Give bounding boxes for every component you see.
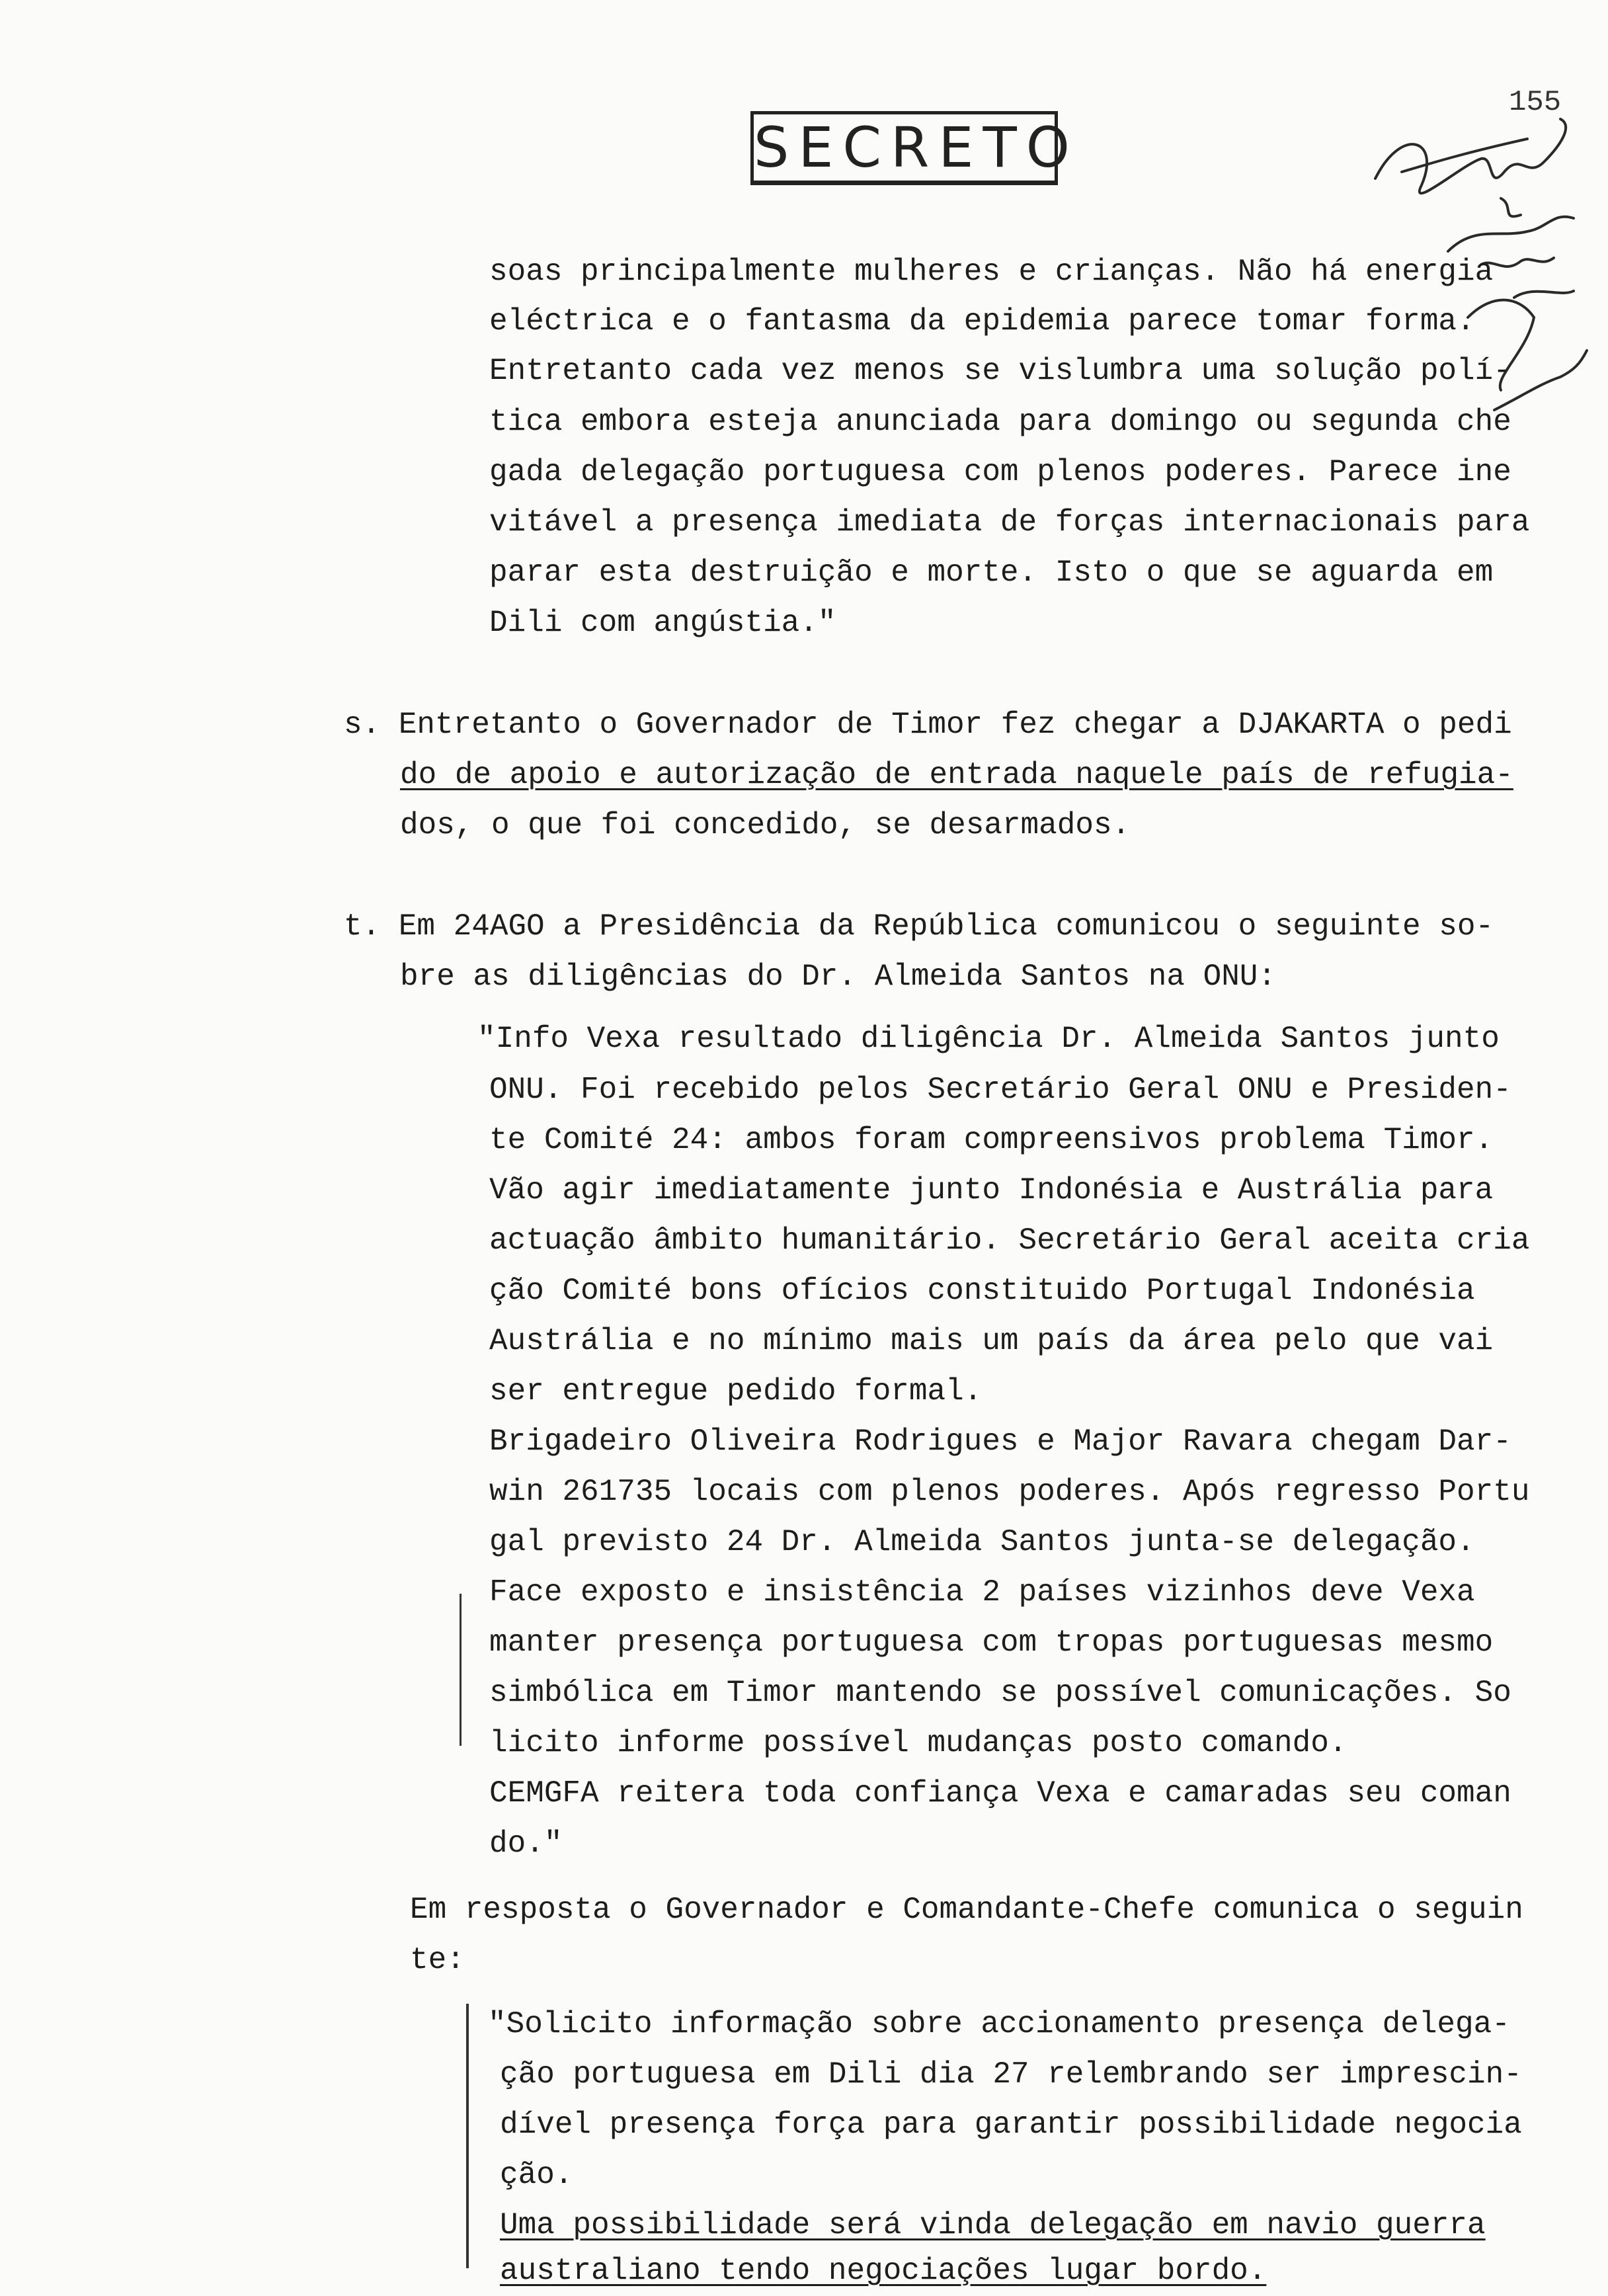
item-s-line: s. Entretanto o Governador de Timor fez chegar a DJAKARTA o pedi	[344, 708, 1512, 742]
continuation-line: vitável a presença imediata de forças internacionais para	[489, 505, 1530, 540]
quote-2-line: "Solicito informação sobre accionamento presença delega-	[488, 2007, 1510, 2041]
continuation-line: soas principalmente mulheres e crianças. Não há energia	[489, 255, 1494, 289]
quote-1-line: do."	[489, 1826, 563, 1861]
quote-1-line: "Info Vexa resultado diligência Dr. Almeida Santos junto	[477, 1022, 1500, 1056]
response-line: Em resposta o Governador e Comandante-Chefe comunica o seguin	[410, 1893, 1523, 1927]
item-t-line: t. Em 24AGO a Presidência da República comunicou o seguinte so-	[344, 909, 1494, 944]
item-t-line: bre as diligências do Dr. Almeida Santos na ONU:	[400, 960, 1277, 994]
response-line: te:	[410, 1943, 465, 1977]
quote-1-line: ção Comité bons ofícios constituido Portugal Indonésia	[489, 1274, 1475, 1308]
quote-1-line: Face exposto e insistência 2 países vizinhos deve Vexa	[489, 1575, 1475, 1610]
quote-1-line: manter presença portuguesa com tropas portuguesas mesmo	[489, 1625, 1494, 1660]
quote-1-line: Vão agir imediatamente junto Indonésia e Austrália para	[489, 1173, 1494, 1208]
quote-1-line: gal previsto 24 Dr. Almeida Santos junta-se delegação.	[489, 1525, 1475, 1559]
margin-mark	[460, 1594, 462, 1746]
quote-2-line: ção.	[500, 2158, 573, 2192]
continuation-line: tica embora esteja anunciada para domingo ou segunda che	[489, 405, 1511, 439]
item-s-line: do de apoio e autorização de entrada naquele país de refugia-	[400, 758, 1513, 792]
quote-1-line: ONU. Foi recebido pelos Secretário Geral ONU e Presiden-	[489, 1073, 1511, 1107]
continuation-line: gada delegação portuguesa com plenos poderes. Parece ine	[489, 455, 1511, 489]
quote-2-line: ção portuguesa em Dili dia 27 relembrando ser imprescin-	[500, 2057, 1522, 2092]
quote-1-line: te Comité 24: ambos foram compreensivos problema Timor.	[489, 1123, 1494, 1157]
quote-1-line: actuação âmbito humanitário. Secretário Geral aceita cria	[489, 1223, 1530, 1258]
classification-stamp: SECRETO	[750, 111, 1058, 185]
quote-1-line: win 261735 locais com plenos poderes. Após regresso Portu	[489, 1475, 1530, 1509]
quote-1-line: CEMGFA reitera toda confiança Vexa e camaradas seu coman	[489, 1776, 1511, 1811]
quote-2-line: dível presença força para garantir possibilidade negocia	[500, 2108, 1522, 2142]
quote-2-line: australiano tendo negociações lugar bordo.	[500, 2254, 1267, 2288]
continuation-line: Dili com angústia."	[489, 606, 836, 640]
quote-2-line: Uma possibilidade será vinda delegação em navio guerra	[500, 2208, 1486, 2242]
quote-1-line: licito informe possível mudanças posto comando.	[489, 1726, 1347, 1760]
continuation-line: eléctrica e o fantasma da epidemia parece tomar forma.	[489, 304, 1475, 339]
item-s-line: dos, o que foi concedido, se desarmados.	[400, 808, 1131, 842]
quote-1-line: ser entregue pedido formal.	[489, 1374, 983, 1409]
quote-1-line: simbólica em Timor mantendo se possível comunicações. So	[489, 1676, 1511, 1710]
page-number: 155	[1509, 86, 1562, 119]
continuation-line: parar esta destruição e morte. Isto o que se aguarda em	[489, 555, 1494, 590]
margin-mark	[466, 2004, 469, 2268]
continuation-line: Entretanto cada vez menos se vislumbra uma solução polí-	[489, 354, 1511, 388]
quote-1-line: Brigadeiro Oliveira Rodrigues e Major Ravara chegam Dar-	[489, 1424, 1511, 1459]
quote-1-line: Austrália e no mínimo mais um país da área pelo que vai	[489, 1324, 1494, 1358]
